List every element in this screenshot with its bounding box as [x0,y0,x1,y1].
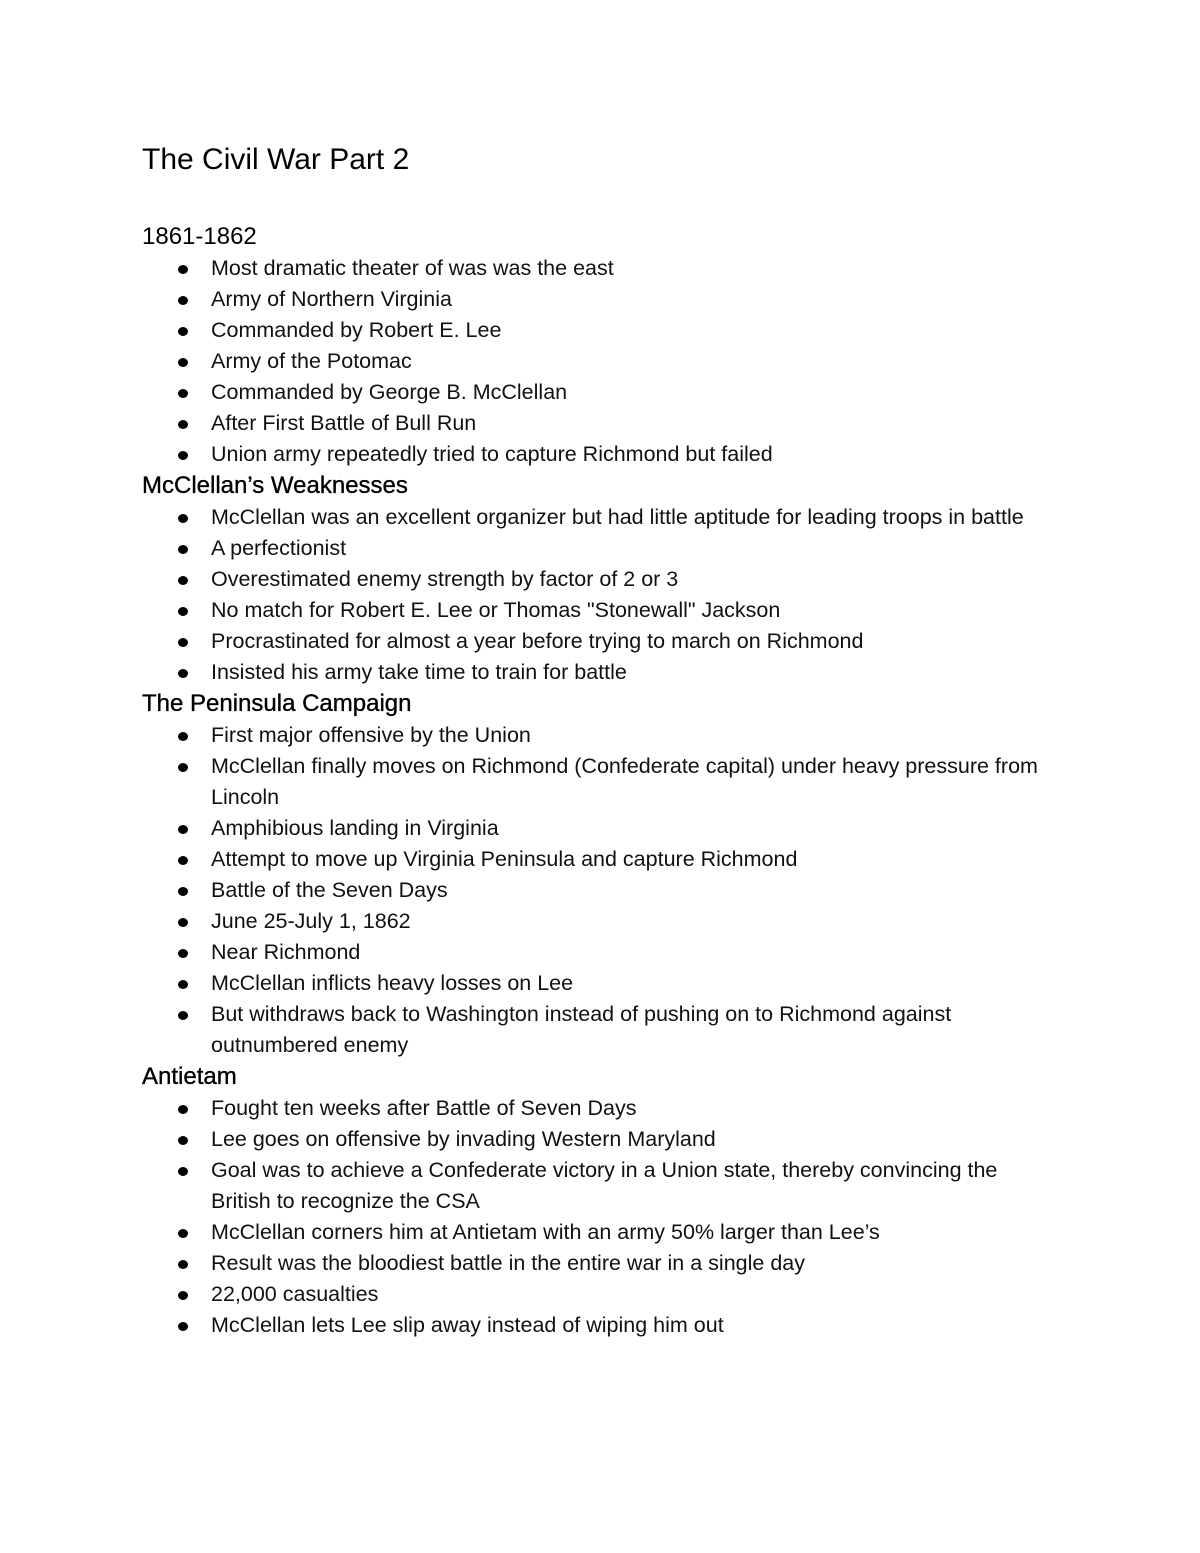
bullet-icon [178,389,188,398]
list-item [142,1124,1052,1155]
list-item-text: Battle of the Seven Days [211,878,448,902]
bullet-icon [178,980,188,989]
list-item-text: Most dramatic theater of was was the east [211,256,614,280]
bullet-icon [178,638,188,647]
bullet-icon [178,420,188,429]
list-item-text: Near Richmond [211,940,361,964]
list-item [142,1217,1052,1248]
bullet-icon [178,296,188,305]
list-item [142,720,1052,751]
list-item-text: Result was the bloodiest battle in the entire war in a single day [211,1251,805,1275]
list-item-text: June 25-July 1, 1862 [211,909,411,933]
list-item-text: McClellan corners him at Antietam with an army 50% larger than Lee’s [211,1220,880,1244]
list-item [142,284,1052,315]
list-item [142,253,1052,284]
list-item-text: Union army repeatedly tried to capture Richmond but failed [211,442,773,466]
bullet-icon [178,825,188,834]
section-peninsula-campaign [142,688,1052,1061]
list-item-text: Fought ten weeks after Battle of Seven Days [211,1096,637,1120]
list-item-text: Commanded by George B. McClellan [211,380,568,404]
bullet-list [142,1093,1052,1341]
section-heading: 1861-1862 [142,223,257,250]
section-antietam [142,1061,1052,1341]
page-title: The Civil War Part 2 [142,143,410,176]
list-item-text: But withdraws back to Washington instead of pushing on to Richmond against outnumbered enemy [211,1002,952,1057]
list-item [142,346,1052,377]
bullet-icon [178,1167,188,1176]
bullet-icon [178,1229,188,1238]
bullet-icon [178,1105,188,1114]
list-item-text: McClellan lets Lee slip away instead of wiping him out [211,1313,724,1337]
section-heading: Antietam [142,1063,237,1090]
list-item [142,408,1052,439]
list-item-text: No match for Robert E. Lee or Thomas "Stonewall" Jackson [211,598,781,622]
list-item [142,968,1052,999]
bullet-icon [178,1291,188,1300]
list-item [142,626,1052,657]
document-page [142,140,1052,1341]
list-item-text: Amphibious landing in Virginia [211,816,499,840]
list-item [142,1310,1052,1341]
list-item [142,564,1052,595]
bullet-list [142,253,1052,470]
list-item-text: Goal was to achieve a Confederate victory in a Union state, thereby convincing the British to recognize the CSA [211,1158,998,1213]
bullet-icon [178,327,188,336]
list-item [142,595,1052,626]
list-item-text: 22,000 casualties [211,1282,379,1306]
list-item-text: First major offensive by the Union [211,723,531,747]
list-item [142,1248,1052,1279]
list-item-text: Commanded by Robert E. Lee [211,318,502,342]
bullet-icon [178,949,188,958]
list-item-text: McClellan finally moves on Richmond (Confederate capital) under heavy pressure from Lincoln [211,754,1038,809]
bullet-list [142,720,1052,1061]
bullet-icon [178,732,188,741]
bullet-icon [178,763,188,772]
list-item-text: McClellan inflicts heavy losses on Lee [211,971,574,995]
bullet-icon [178,887,188,896]
bullet-icon [178,607,188,616]
bullet-icon [178,1322,188,1331]
list-item [142,502,1052,533]
list-item [142,751,1052,813]
list-item [142,1093,1052,1124]
list-item [142,377,1052,408]
bullet-icon [178,1136,188,1145]
list-item [142,813,1052,844]
list-item-text: McClellan was an excellent organizer but had little aptitude for leading troops in battle [211,505,1024,529]
section-1861-1862 [142,221,1052,470]
bullet-icon [178,1260,188,1269]
bullet-icon [178,856,188,865]
section-mcclellans-weaknesses [142,470,1052,688]
list-item [142,844,1052,875]
list-item-text: Army of the Potomac [211,349,412,373]
bullet-icon [178,358,188,367]
list-item [142,1155,1052,1217]
list-item-text: A perfectionist [211,536,347,560]
bullet-icon [178,669,188,678]
list-item [142,533,1052,564]
bullet-icon [178,451,188,460]
bullet-icon [178,918,188,927]
bullet-icon [178,576,188,585]
list-item-text: Lee goes on offensive by invading Western Maryland [211,1127,716,1151]
list-item [142,999,1052,1061]
list-item [142,315,1052,346]
bullet-list [142,502,1052,688]
list-item [142,657,1052,688]
list-item [142,439,1052,470]
list-item-text: Army of Northern Virginia [211,287,452,311]
list-item-text: Insisted his army take time to train for battle [211,660,627,684]
list-item-text: Procrastinated for almost a year before trying to march on Richmond [211,629,864,653]
section-heading: McClellan’s Weaknesses [142,472,408,499]
list-item [142,906,1052,937]
bullet-icon [178,545,188,554]
bullet-icon [178,514,188,523]
list-item-text: After First Battle of Bull Run [211,411,477,435]
list-item [142,1279,1052,1310]
list-item-text: Overestimated enemy strength by factor of 2 or 3 [211,567,679,591]
list-item [142,937,1052,968]
bullet-icon [178,265,188,274]
bullet-icon [178,1011,188,1020]
section-heading: The Peninsula Campaign [142,690,412,717]
list-item-text: Attempt to move up Virginia Peninsula and capture Richmond [211,847,798,871]
list-item [142,875,1052,906]
